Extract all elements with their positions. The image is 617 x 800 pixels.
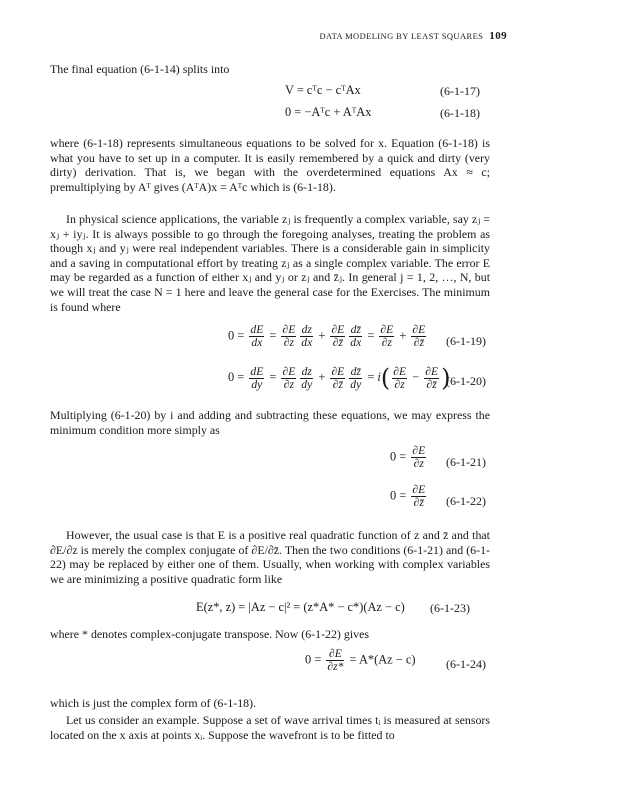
equation-number-6-1-20: (6-1-20)	[446, 374, 486, 388]
paragraph-5: where * denotes complex-conjugate transpose. Now (6-1-22) gives	[50, 627, 369, 641]
paragraph-2: In physical science applications, the variable zⱼ is frequently a complex variable, say zⱼ = xⱼ + iyⱼ. It is always possible to go through the foregoing analyses, treating the problem as though xⱼ and yⱼ were real independent variables. There is a considerable gain in simplicity and a saving in computational effort by treating zⱼ as a single complex variable. The error E may be regarded as a function of either xⱼ and yⱼ or zⱼ and z̄ⱼ. In general j = 1, 2, …, N, but we will treat the case N = 1 here and leave the general case for the Exercises. The minimum is found where	[50, 212, 490, 314]
paragraph-7: Let us consider an example. Suppose a set of wave arrival times tᵢ is measured at sensors located on the x axis at points xᵢ. Suppose the wavefront is to be fitted to	[50, 713, 490, 742]
equation-number-6-1-18: (6-1-18)	[440, 106, 480, 120]
equation-number-6-1-21: (6-1-21)	[446, 455, 486, 469]
equation-6-1-22: 0 = $\frac{\partial E}{\partial z̄}$	[390, 483, 426, 509]
paragraph-3: Multiplying (6-1-20) by i and adding and subtracting these equations, we may express the minimum condition more simply as	[50, 408, 490, 437]
equation-6-1-20: 0 = $\frac{dE}{dy}$ = $\frac{\partial E}{\partial z}$ $\frac{dz}{dy}$ + $\frac{\partial E}{\partial z̄}$ $\frac{dz̄}{dy}$ = i( $\frac{\partial E}{\partial z}$ − $\frac{\partial E}{\partial z̄}$ )	[228, 364, 451, 392]
running-header	[319, 30, 507, 42]
equation-number-6-1-17: (6-1-17)	[440, 84, 480, 98]
paragraph-6: which is just the complex form of (6-1-18).	[50, 696, 257, 710]
paragraph-1: where (6-1-18) represents simultaneous equations to be solved for x. Equation (6-1-18) is what you have to set up in a computer. It is easily remembered by a quick and dirty (very dirty) derivation. That is, we began with the overdetermined equations Ax ≈ c; premultiplying by Aᵀ gives (AᵀA)x = Aᵀc which is (6-1-18).	[50, 136, 490, 194]
equation-6-1-24-rhs: = A*(Az − c)	[349, 652, 416, 667]
equation-number-6-1-24: (6-1-24)	[446, 657, 486, 671]
equation-6-1-23: E(z*, z) = |Az − c|² = (z*A* − c*)(Az − c)	[196, 600, 405, 614]
equation-6-1-21: 0 = $\frac{\partial E}{\partial z}$	[390, 444, 426, 470]
equation-6-1-24: 0 = $\frac{\partial E}{\partial z*}$ = A*(Az − c)	[305, 647, 416, 673]
page-number: 109	[489, 30, 507, 42]
equation-6-1-19: 0 = $\frac{dE}{dx}$ = $\frac{\partial E}{\partial z}$ $\frac{dz}{dx}$ + $\frac{\partial E}{\partial z̄}$ $\frac{dz̄}{dx}$ = $\frac{\partial E}{\partial z}$ + $\frac{\partial E}{\partial z̄}$	[228, 323, 426, 349]
equation-number-6-1-22: (6-1-22)	[446, 494, 486, 508]
running-title: DATA MODELING BY LEAST SQUARES	[319, 31, 484, 41]
equation-number-6-1-23: (6-1-23)	[430, 601, 470, 615]
equation-6-1-17: V = cᵀc − cᵀAx	[285, 83, 361, 97]
equation-6-1-18: 0 = −Aᵀc + AᵀAx	[285, 105, 372, 119]
intro-text: The final equation (6-1-14) splits into	[50, 62, 230, 76]
paragraph-4: However, the usual case is that E is a positive real quadratic function of z and z̄ and that ∂E/∂z is merely the complex conjugate of ∂E/∂z̄. Then the two conditions (6-1-21) and (6-1-22) may be replaced by either one of them. Usually, when working with complex variables we are minimizing a positive quadratic form like	[50, 528, 490, 586]
equation-number-6-1-19: (6-1-19)	[446, 334, 486, 348]
